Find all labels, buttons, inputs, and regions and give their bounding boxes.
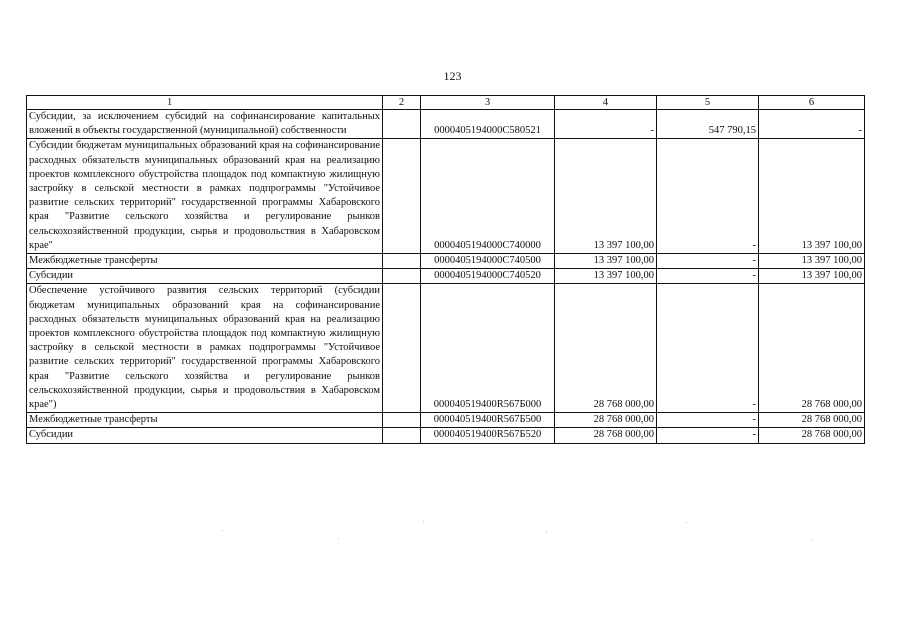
row-col4: - bbox=[555, 110, 657, 139]
row-code: 000040519400R567Б520 bbox=[421, 428, 555, 443]
row-col5: - bbox=[657, 139, 759, 254]
page-number: 123 bbox=[443, 69, 462, 83]
scan-speck bbox=[338, 538, 339, 539]
row-code: 0000405194000С740000 bbox=[421, 139, 555, 254]
row-col4: 28 768 000,00 bbox=[555, 428, 657, 443]
scan-speck bbox=[222, 530, 223, 531]
table-row bbox=[27, 110, 865, 139]
row-col6: 13 397 100,00 bbox=[759, 269, 865, 284]
scan-speck bbox=[686, 522, 687, 523]
row-col4: 13 397 100,00 bbox=[555, 269, 657, 284]
row-name: Субсидии bbox=[27, 269, 383, 284]
row-name: Субсидии bbox=[27, 428, 383, 443]
row-name: Субсидии, за исключением субсидий на софинансирование капитальных вложений в объекты государственной (муниципальной) собственности bbox=[27, 110, 383, 139]
table-row bbox=[27, 269, 865, 284]
row-col6: 28 768 000,00 bbox=[759, 428, 865, 443]
scan-speck bbox=[423, 521, 424, 522]
row-col6: 28 768 000,00 bbox=[759, 413, 865, 428]
row-col6: - bbox=[759, 110, 865, 139]
row-col4: 13 397 100,00 bbox=[555, 254, 657, 269]
budget-table bbox=[26, 95, 865, 444]
row-name: Субсидии бюджетам муниципальных образований края на софинансирование расходных обязательств муниципальных образований края на реализацию проектов комплексного обустройства площадок под компактную жилищную застройку в сельской местности в рамках подпрограммы "Устойчивое развитие сельских территорий" государственной программы Хабаровского края "Развитие сельского хозяйства и регулирование рынков сельскохозяйственной продукции, сырья и продовольствия в Хабаровском крае" bbox=[27, 139, 383, 254]
row-name: Обеспечение устойчивого развития сельских территорий (субсидии бюджетам муниципальных образований края на софинансирование расходных обязательств муниципальных образований края на реализацию проектов комплексного обустройства площадок под компактную жилищную застройку в сельской местности в рамках подпрограммы "Устойчивое развитие сельских территорий" государственной программы Хабаровского края "Развитие сельского хозяйства и регулирование рынков сельскохозяйственной продукции, сырья и продовольствия в Хабаровском крае") bbox=[27, 284, 383, 413]
table-row bbox=[27, 284, 865, 413]
row-col2 bbox=[383, 139, 421, 254]
row-col6: 13 397 100,00 bbox=[759, 254, 865, 269]
row-code: 0000405194000С740500 bbox=[421, 254, 555, 269]
row-col5: - bbox=[657, 428, 759, 443]
row-col2 bbox=[383, 284, 421, 413]
column-header: 1 bbox=[27, 96, 383, 110]
row-col6: 13 397 100,00 bbox=[759, 139, 865, 254]
table-row bbox=[27, 428, 865, 443]
row-code: 000040519400R567Б000 bbox=[421, 284, 555, 413]
row-col2 bbox=[383, 110, 421, 139]
scan-speck bbox=[812, 539, 813, 540]
column-header: 3 bbox=[421, 96, 555, 110]
scan-speck bbox=[546, 531, 547, 532]
table-row bbox=[27, 254, 865, 269]
table-row bbox=[27, 139, 865, 254]
row-code: 0000405194000С740520 bbox=[421, 269, 555, 284]
row-col5: - bbox=[657, 254, 759, 269]
row-col2 bbox=[383, 269, 421, 284]
row-col2 bbox=[383, 428, 421, 443]
column-header: 6 bbox=[759, 96, 865, 110]
row-col6: 28 768 000,00 bbox=[759, 284, 865, 413]
column-header: 4 bbox=[555, 96, 657, 110]
column-header: 2 bbox=[383, 96, 421, 110]
row-col4: 28 768 000,00 bbox=[555, 413, 657, 428]
table-row bbox=[27, 413, 865, 428]
row-name: Межбюджетные трансферты bbox=[27, 254, 383, 269]
row-col5: - bbox=[657, 413, 759, 428]
row-col2 bbox=[383, 413, 421, 428]
row-col5: 547 790,15 bbox=[657, 110, 759, 139]
table-header-row bbox=[27, 96, 865, 110]
row-col2 bbox=[383, 254, 421, 269]
row-col5: - bbox=[657, 284, 759, 413]
row-col5: - bbox=[657, 269, 759, 284]
column-header: 5 bbox=[657, 96, 759, 110]
row-col4: 28 768 000,00 bbox=[555, 284, 657, 413]
row-name: Межбюджетные трансферты bbox=[27, 413, 383, 428]
row-code: 0000405194000С580521 bbox=[421, 110, 555, 139]
row-code: 000040519400R567Б500 bbox=[421, 413, 555, 428]
row-col4: 13 397 100,00 bbox=[555, 139, 657, 254]
